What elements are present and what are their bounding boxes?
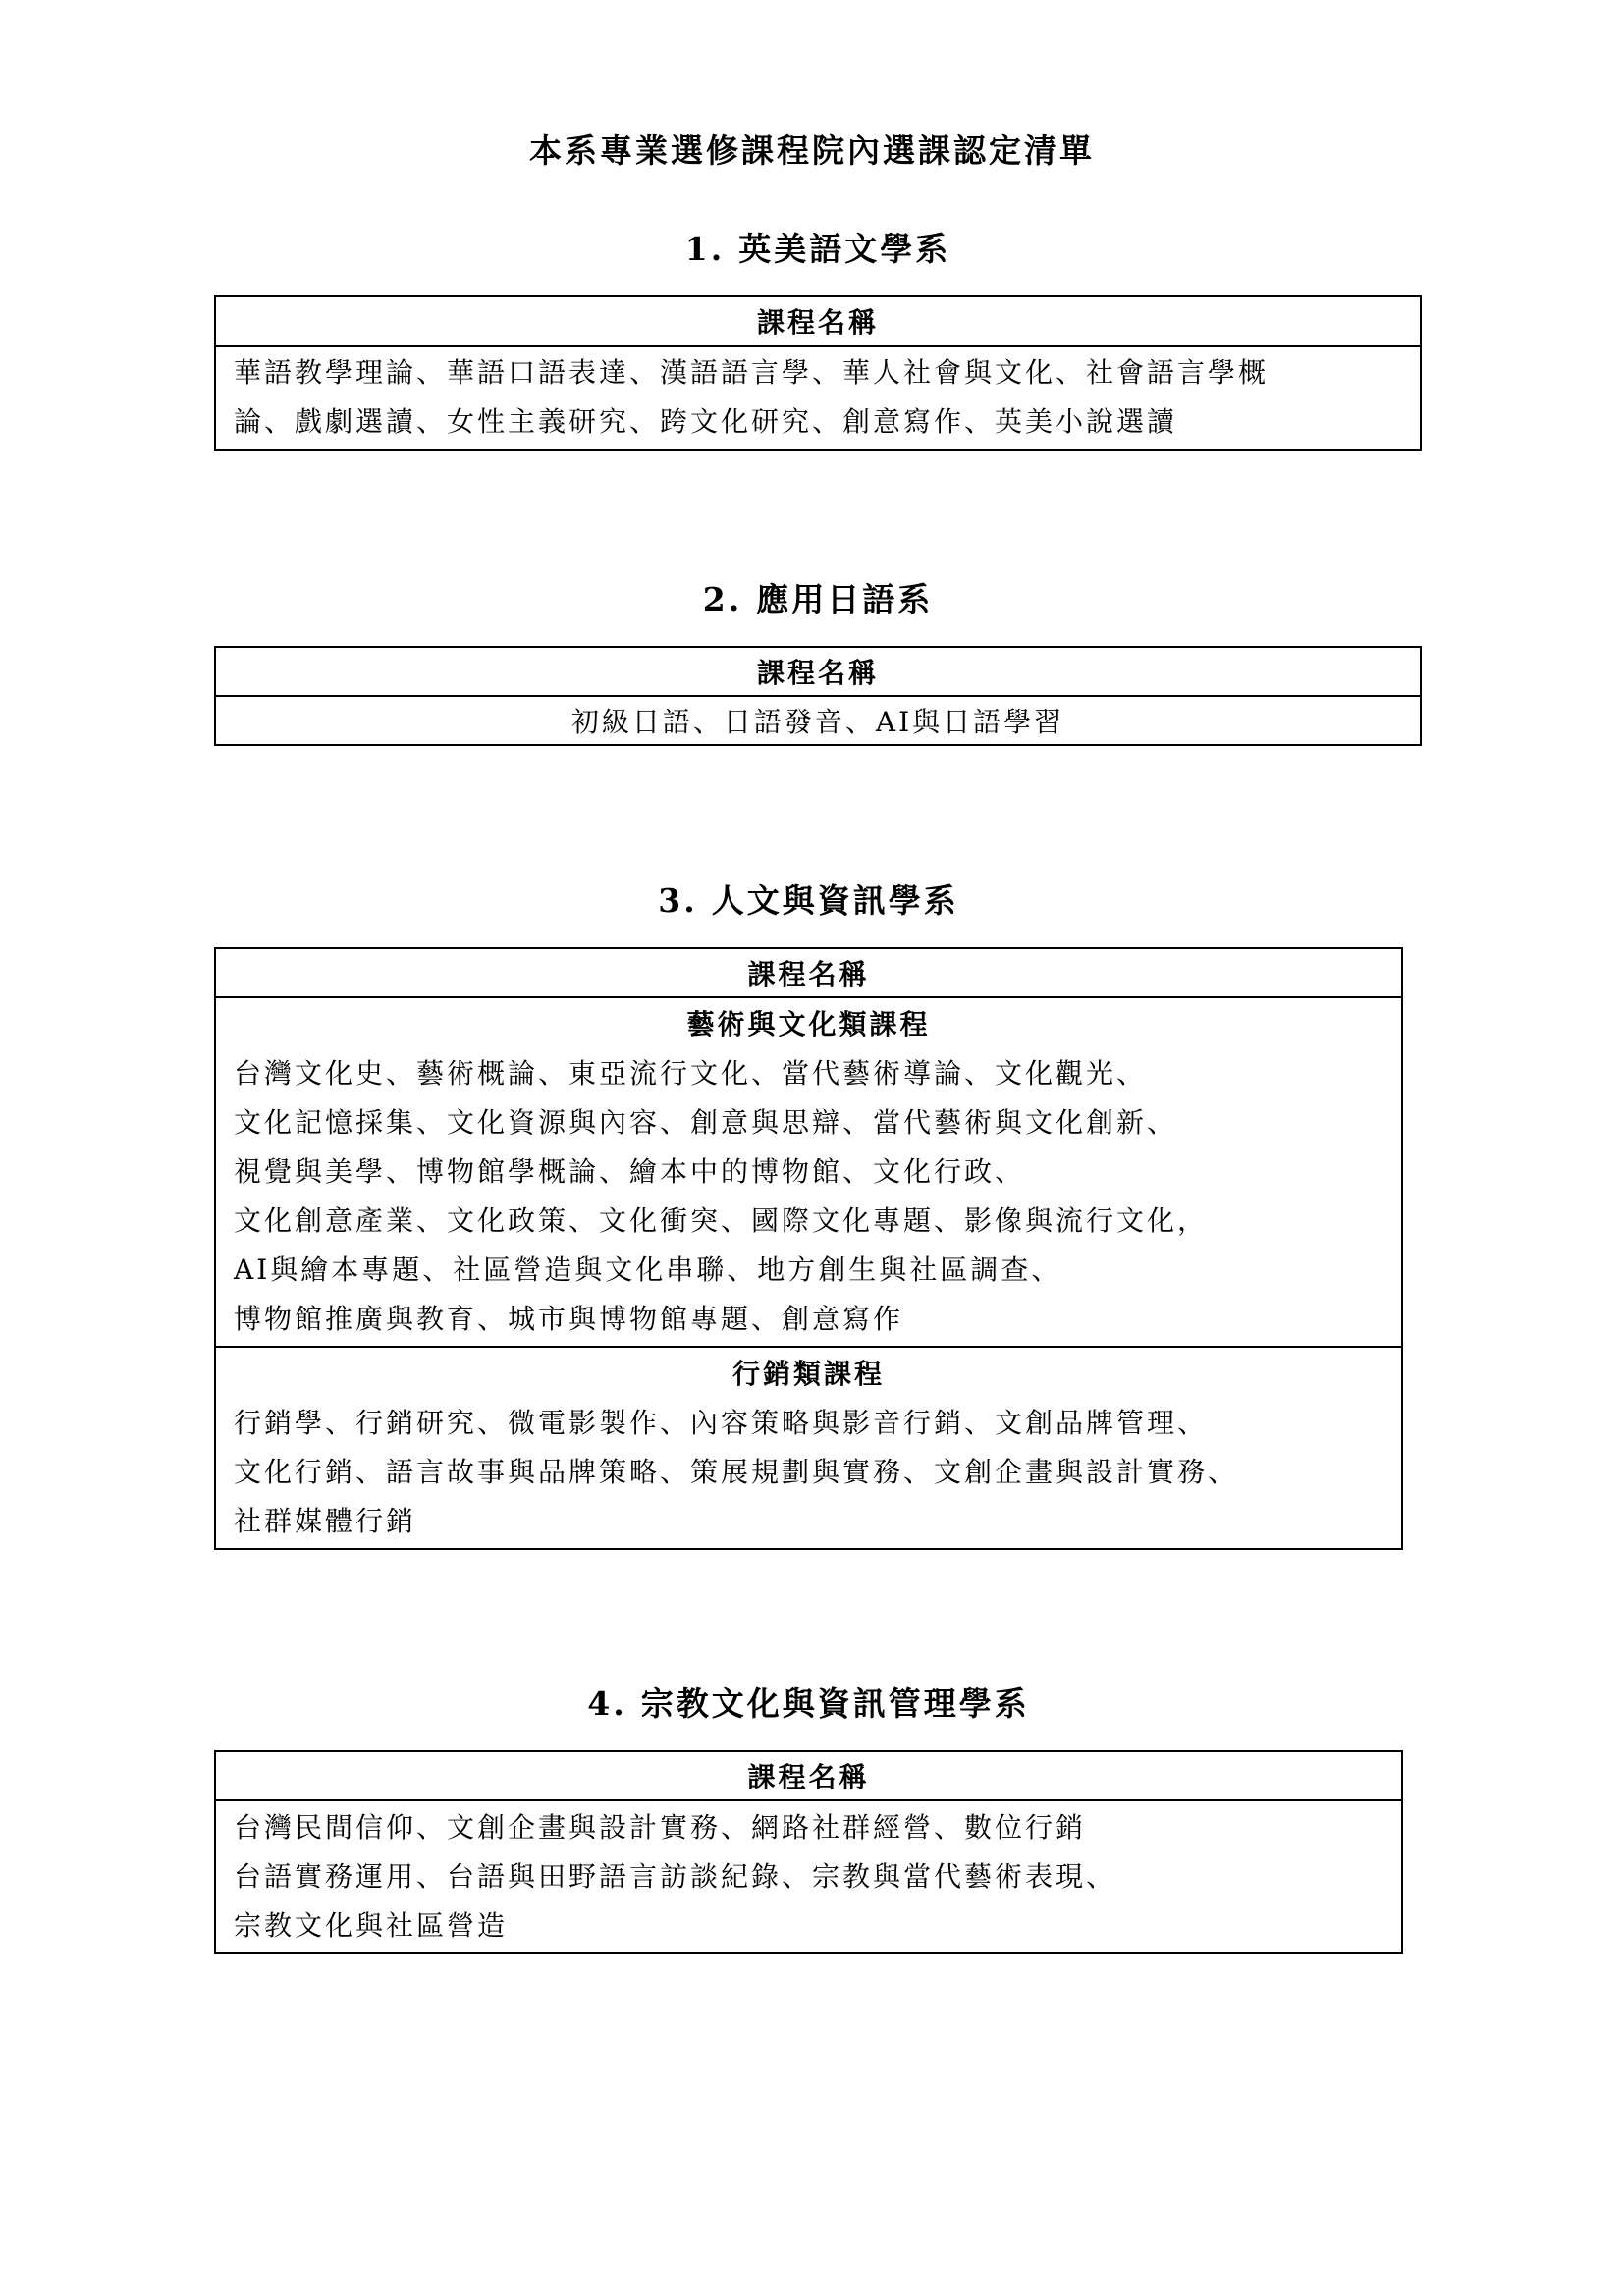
section-name: 宗教文化與資訊管理學系	[640, 1684, 1030, 1723]
section-number: 3.	[658, 881, 698, 920]
section-title	[214, 224, 1422, 270]
course-group-arts	[215, 997, 1402, 1347]
section-title	[214, 876, 1403, 922]
course-line: 文化行銷、語言故事與品牌策略、策展規劃與實務、文創企畫與設計實務、	[234, 1456, 1239, 1488]
course-line: 視覺與美學、博物館學概論、繪本中的博物館、文化行政、	[234, 1155, 1026, 1188]
course-line: 台語實務運用、台語與田野語言訪談紀錄、宗教與當代藝術表現、	[234, 1860, 1117, 1893]
course-group-marketing	[215, 1347, 1402, 1549]
course-line: AI與繪本專題、社區營造與文化串聯、地方創生與社區調查、	[234, 1254, 1062, 1286]
table-header: 課程名稱	[215, 948, 1402, 997]
course-table	[214, 1750, 1403, 1954]
section-japanese	[214, 574, 1422, 746]
course-line: 博物館推廣與教育、城市與博物館專題、創意寫作	[234, 1303, 904, 1335]
table-header: 課程名稱	[215, 1751, 1402, 1800]
course-line: 台灣文化史、藝術概論、東亞流行文化、當代藝術導論、文化觀光、	[234, 1057, 1148, 1090]
section-title	[214, 1679, 1403, 1725]
course-line: 文化創意產業、文化政策、文化衝突、國際文化專題、影像與流行文化，	[234, 1204, 1209, 1237]
course-line: 論、戲劇選讀、女性主義研究、跨文化研究、創意寫作、英美小說選讀	[234, 405, 1178, 438]
section-name: 英美語文學系	[738, 230, 951, 268]
course-line: 初級日語、日語發音、AI與日語學習	[215, 696, 1421, 745]
course-list	[215, 1800, 1402, 1953]
table-header: 課程名稱	[215, 296, 1421, 346]
course-line: 行銷學、行銷研究、微電影製作、內容策略與影音行銷、文創品牌管理、	[234, 1407, 1209, 1439]
course-line: 文化記憶採集、文化資源與內容、創意與思辯、當代藝術與文化創新、	[234, 1106, 1178, 1139]
page-title: 本系專業選修課程院內選課認定清單	[529, 132, 1095, 170]
section-number: 2.	[702, 580, 743, 618]
course-list	[215, 346, 1421, 450]
course-line: 社群媒體行銷	[234, 1505, 417, 1537]
section-title	[214, 574, 1422, 620]
course-line: 華語教學理論、華語口語表達、漢語語言學、華人社會與文化、社會語言學概	[234, 356, 1270, 389]
course-table	[214, 947, 1403, 1550]
course-table	[214, 295, 1422, 451]
section-name: 應用日語系	[756, 580, 934, 618]
course-line: 台灣民間信仰、文創企畫與設計實務、網路社群經營、數位行銷	[234, 1811, 1087, 1843]
section-number: 4.	[587, 1684, 627, 1723]
section-english	[214, 224, 1422, 451]
course-line: 宗教文化與社區營造	[234, 1909, 509, 1942]
course-table	[214, 646, 1422, 746]
section-religion-im	[214, 1679, 1403, 1954]
category-label: 藝術與文化類課程	[686, 1008, 931, 1041]
section-name: 人文與資訊學系	[711, 881, 959, 920]
section-number: 1.	[684, 230, 726, 268]
category-label: 行銷類課程	[731, 1358, 885, 1390]
table-header: 課程名稱	[215, 647, 1421, 696]
section-humanities-info	[214, 876, 1403, 1550]
